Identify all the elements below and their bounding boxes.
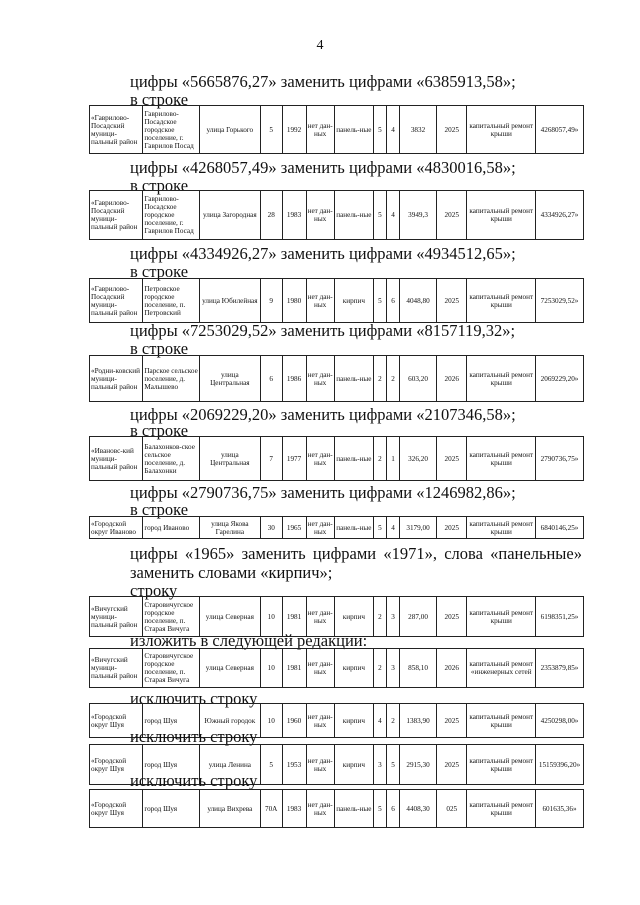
cell-municipality: «Городской округ Шуя [90,745,143,785]
cell-plan-year: 2026 [437,356,467,402]
cell-cost: 2790736,75» [536,437,584,481]
cell-cost: 4334926,27» [536,191,584,240]
cell-total-area: 1383,90 [400,704,437,738]
instruction-text: исключить строку [130,689,258,708]
cell-last-repair-year: нет дан-ных [306,597,334,637]
cell-settlement: Петровское городское поселение, п. Петровский [143,279,200,323]
cell-total-area: 4408,30 [400,790,437,828]
cell-entrances: 4 [386,191,399,240]
cell-total-area: 4048,80 [400,279,437,323]
cell-house-number: 10 [260,704,282,738]
cell-build-year: 1965 [282,517,306,539]
cell-cost: 7253029,52» [536,279,584,323]
cell-street: улица Ленина [199,745,260,785]
cell-build-year: 1980 [282,279,306,323]
cell-cost: 2353879,85» [536,649,584,688]
cell-floors: 2 [373,356,386,402]
cell-floors: 5 [373,279,386,323]
cell-cost: 2069229,20» [536,356,584,402]
cell-work-type: капитальный ремонт крыши [467,745,536,785]
amendment-table-row [89,436,584,481]
justified-word: «1965» [184,544,235,563]
cell-wall-material: кирпич [334,597,373,637]
cell-street: Южный городок [199,704,260,738]
cell-settlement: город Шуя [143,745,200,785]
cell-settlement: город Иваново [143,517,200,539]
amendment-table-row [89,190,584,240]
cell-street: улица Якова Гарелина [199,517,260,539]
cell-floors: 5 [373,517,386,539]
cell-floors: 5 [373,106,386,154]
cell-build-year: 1960 [282,704,306,738]
cell-street: улица Центральная [199,356,260,402]
cell-municipality: «Гаврилово-Посадский муници-пальный район [90,106,143,154]
instruction-text: в строке [130,90,189,109]
cell-entrances: 2 [386,356,399,402]
cell-last-repair-year: нет дан-ных [306,517,334,539]
cell-house-number: 5 [260,106,282,154]
cell-build-year: 1953 [282,745,306,785]
cell-plan-year: 2025 [437,745,467,785]
instruction-text: цифры «2790736,75» заменить цифрами «1246982,86»; [130,483,516,502]
cell-house-number: 10 [260,597,282,637]
cell-house-number: 10 [260,649,282,688]
cell-floors: 2 [373,597,386,637]
cell-street: улица Северная [199,649,260,688]
instruction-text: в строке [130,421,189,440]
cell-entrances: 2 [386,704,399,738]
cell-wall-material: панель-ные [334,356,373,402]
cell-total-area: 3832 [400,106,437,154]
cell-total-area: 603,20 [400,356,437,402]
instruction-text: исключить строку [130,727,258,746]
cell-work-type: капитальный ремонт крыши [467,437,536,481]
cell-street: улица Вихрева [199,790,260,828]
cell-cost: 15159396,20» [536,745,584,785]
cell-entrances: 6 [386,279,399,323]
cell-work-type: капитальный ремонт крыши [467,106,536,154]
cell-work-type: капитальный ремонт крыши [467,704,536,738]
cell-settlement: Гаврилово-Посадское городское поселение, г. Гаврилов Посад [143,106,200,154]
cell-cost: 6198351,25» [536,597,584,637]
cell-street: улица Юбилейная [199,279,260,323]
cell-last-repair-year: нет дан-ных [306,191,334,240]
cell-work-type: капитальный ремонт «инженерных сетей [467,649,536,688]
cell-entrances: 4 [386,517,399,539]
justified-word: цифры [130,544,178,563]
cell-house-number: 7 [260,437,282,481]
cell-wall-material: кирпич [334,745,373,785]
instruction-text: исключить строку [130,771,258,790]
cell-cost: 4250298,00» [536,704,584,738]
cell-build-year: 1977 [282,437,306,481]
amendment-table-row [89,648,584,688]
page-number: 4 [316,38,324,53]
cell-house-number: 28 [260,191,282,240]
instruction-text: в строке [130,262,189,281]
cell-work-type: капитальный ремонт крыши [467,790,536,828]
justified-word: цифрами [312,544,377,563]
cell-wall-material: панель-ные [334,790,373,828]
cell-entrances: 3 [386,649,399,688]
cell-municipality: «Городской округ Иваново [90,517,143,539]
cell-plan-year: 025 [437,790,467,828]
instruction-text: цифры «5665876,27» заменить цифрами «6385913,58»; [130,72,516,91]
cell-house-number: 5 [260,745,282,785]
cell-build-year: 1981 [282,597,306,637]
justified-word: слова [444,544,483,563]
cell-last-repair-year: нет дан-ных [306,745,334,785]
cell-wall-material: панель-ные [334,437,373,481]
cell-build-year: 1983 [282,790,306,828]
cell-settlement: Гаврилово-Посадское городское поселение, г. Гаврилов Посад [143,191,200,240]
cell-floors: 4 [373,704,386,738]
cell-cost: 4268057,49» [536,106,584,154]
amendment-table-row [89,105,584,154]
cell-settlement: Старовичугское городское поселение, п. Старая Вичуга [143,649,200,688]
cell-entrances: 5 [386,745,399,785]
cell-last-repair-year: нет дан-ных [306,279,334,323]
justified-word: заменить [241,544,306,563]
cell-last-repair-year: нет дан-ных [306,704,334,738]
cell-street: улица Загородная [199,191,260,240]
cell-entrances: 6 [386,790,399,828]
cell-plan-year: 2025 [437,704,467,738]
instruction-text: в строке [130,176,189,195]
cell-municipality: «Вичугский муници-пальный район [90,597,143,637]
cell-entrances: 3 [386,597,399,637]
cell-build-year: 1986 [282,356,306,402]
cell-house-number: 70А [260,790,282,828]
cell-last-repair-year: нет дан-ных [306,437,334,481]
amendment-table-row [89,789,584,828]
cell-work-type: капитальный ремонт крыши [467,597,536,637]
instruction-text: изложить в следующей редакции: [130,631,368,650]
cell-municipality: «Ивановс-кий муници-пальный район [90,437,143,481]
cell-total-area: 3949,3 [400,191,437,240]
cell-build-year: 1992 [282,106,306,154]
cell-wall-material: кирпич [334,649,373,688]
instruction-text-justified [130,545,582,563]
cell-work-type: капитальный ремонт крыши [467,517,536,539]
cell-work-type: капитальный ремонт крыши [467,279,536,323]
instruction-text: цифры «2069229,20» заменить цифрами «2107346,58»; [130,405,516,424]
instruction-text: цифры «4268057,49» заменить цифрами «4830016,58»; [130,158,516,177]
cell-municipality: «Гаврилово-Посадский муници-пальный район [90,279,143,323]
cell-total-area: 287,00 [400,597,437,637]
instruction-text: цифры «4334926,27» заменить цифрами «4934512,65»; [130,244,516,263]
cell-plan-year: 2025 [437,437,467,481]
cell-entrances: 4 [386,106,399,154]
cell-municipality: «Родни-ковский муници-пальный район [90,356,143,402]
cell-plan-year: 2025 [437,106,467,154]
cell-work-type: капитальный ремонт крыши [467,356,536,402]
cell-municipality: «Вичугский муници-пальный район [90,649,143,688]
cell-wall-material: панель-ные [334,517,373,539]
cell-wall-material: кирпич [334,279,373,323]
cell-plan-year: 2025 [437,517,467,539]
cell-house-number: 30 [260,517,282,539]
cell-cost: 6840146,25» [536,517,584,539]
cell-total-area: 3179,00 [400,517,437,539]
cell-total-area: 858,10 [400,649,437,688]
instruction-text: строку [130,581,178,600]
cell-floors: 5 [373,790,386,828]
cell-street: улица Центральная [199,437,260,481]
cell-settlement: город Шуя [143,790,200,828]
cell-plan-year: 2025 [437,191,467,240]
cell-house-number: 6 [260,356,282,402]
cell-settlement: Балахонков-ское сельское поселение, д. Балахонки [143,437,200,481]
cell-wall-material: кирпич [334,704,373,738]
cell-plan-year: 2025 [437,597,467,637]
cell-total-area: 2915,30 [400,745,437,785]
cell-plan-year: 2025 [437,279,467,323]
cell-settlement: Старовичугское городское поселение, п. Старая Вичуга [143,597,200,637]
cell-floors: 5 [373,191,386,240]
instruction-text: заменить словами «кирпич»; [130,563,333,582]
cell-total-area: 326,20 [400,437,437,481]
cell-settlement: Парское сельское поселение, д. Малышево [143,356,200,402]
cell-municipality: «Городской округ Шуя [90,790,143,828]
cell-last-repair-year: нет дан-ных [306,106,334,154]
justified-word: «панельные» [490,544,582,563]
amendment-table-row [89,278,584,323]
cell-municipality: «Городской округ Шуя [90,704,143,738]
cell-build-year: 1981 [282,649,306,688]
instruction-text: в строке [130,339,189,358]
cell-floors: 2 [373,437,386,481]
cell-municipality: «Гаврилово-Посадский муници-пальный район [90,191,143,240]
cell-floors: 3 [373,745,386,785]
amendment-table-row [89,355,584,402]
cell-plan-year: 2026 [437,649,467,688]
cell-cost: 601635,36» [536,790,584,828]
cell-build-year: 1983 [282,191,306,240]
cell-wall-material: панель-ные [334,191,373,240]
cell-entrances: 1 [386,437,399,481]
cell-settlement: город Шуя [143,704,200,738]
cell-street: улица Северная [199,597,260,637]
instruction-text: в строке [130,500,189,519]
cell-floors: 2 [373,649,386,688]
cell-street: улица Горького [199,106,260,154]
cell-last-repair-year: нет дан-ных [306,356,334,402]
justified-word: «1971», [383,544,437,563]
amendment-table-row [89,516,584,539]
cell-wall-material: панель-ные [334,106,373,154]
cell-work-type: капитальный ремонт крыши [467,191,536,240]
cell-last-repair-year: нет дан-ных [306,790,334,828]
cell-house-number: 9 [260,279,282,323]
instruction-text: цифры «7253029,52» заменить цифрами «8157119,32»; [130,321,516,340]
cell-last-repair-year: нет дан-ных [306,649,334,688]
